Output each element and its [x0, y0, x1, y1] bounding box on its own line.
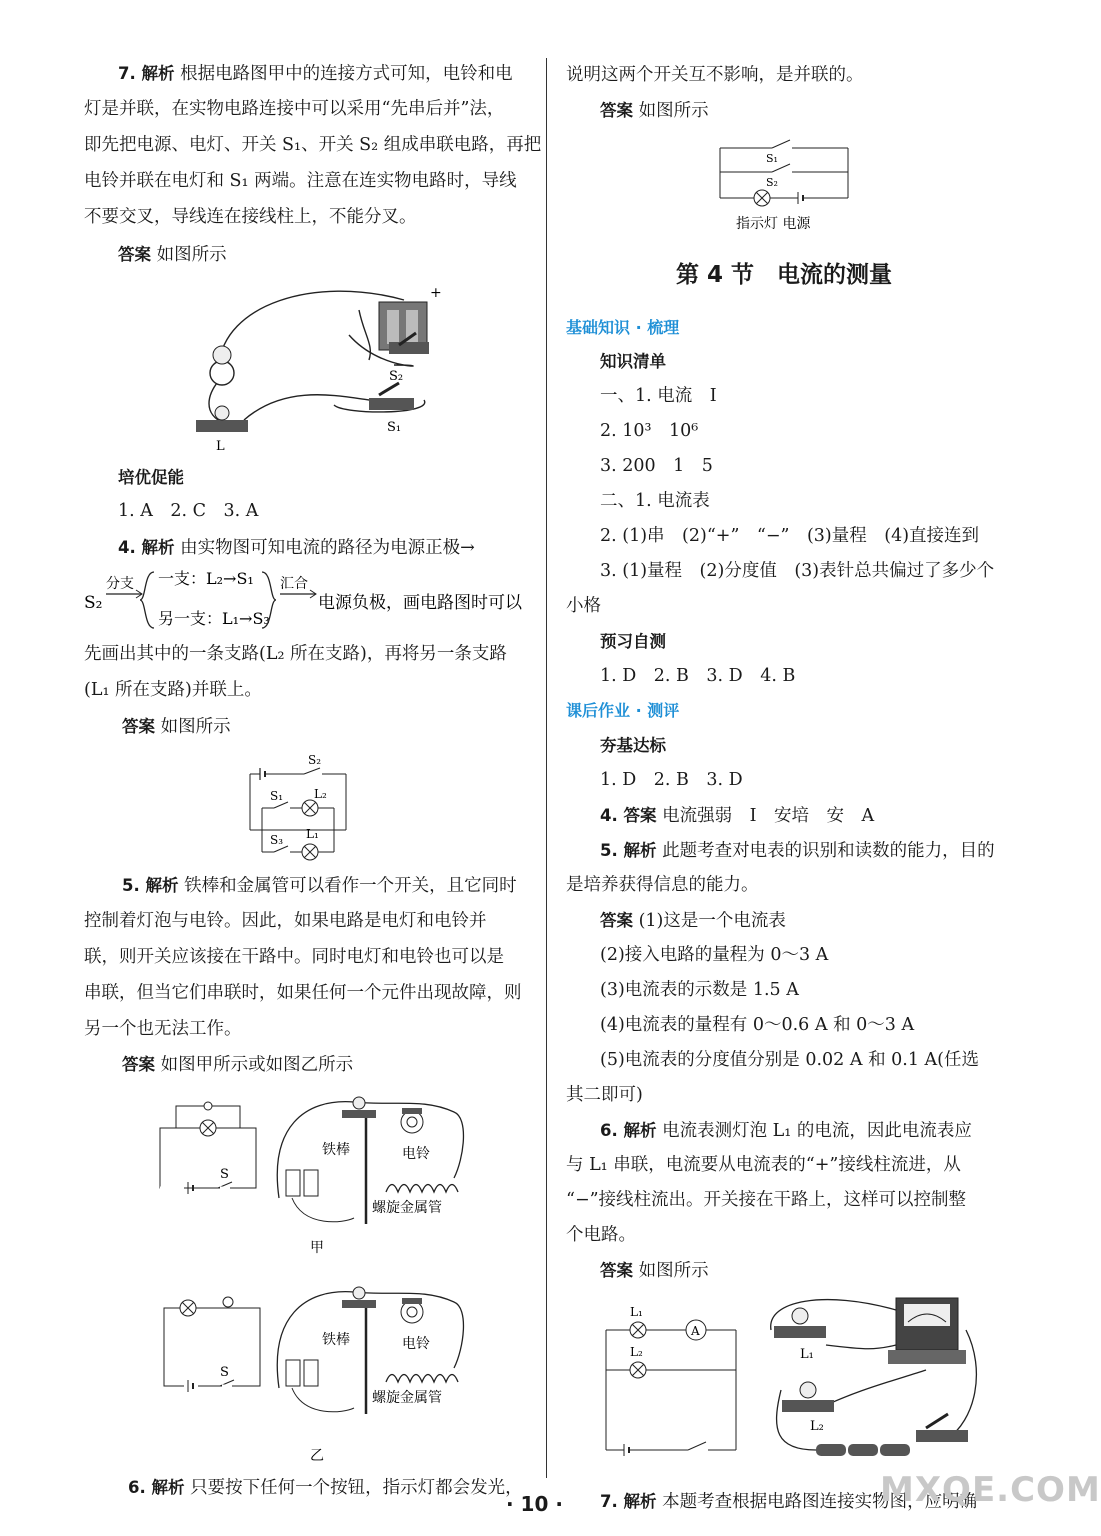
q6-circuit-figure: [714, 132, 864, 238]
section-title: 第 4 节 电流的测量: [676, 262, 893, 288]
svg-text:L₂: L₂: [314, 787, 327, 801]
zhishi-qingdan: 知识清单: [600, 352, 666, 371]
q4-branch-diagram: [84, 566, 530, 634]
svg-text:L₁: L₁: [800, 1347, 814, 1362]
svg-text:S₂: S₂: [766, 176, 778, 189]
batteries-icon: [816, 1444, 910, 1456]
q7-answer: 答案 如图所示: [118, 245, 227, 265]
q7-wiring-figure: [194, 275, 454, 455]
page-number: · 10 ·: [506, 1492, 563, 1516]
z4: 二、1. 电流表: [600, 491, 710, 511]
svg-text:+: +: [430, 285, 442, 301]
hangji-dabiao: 夯基达标: [600, 736, 666, 755]
watermark: MXQE.COM: [880, 1470, 1101, 1510]
q7-line5: 不要交叉，导线连在接线柱上，不能分叉。: [84, 207, 417, 227]
q6r-line4: 个电路。: [566, 1225, 636, 1245]
q4-answer-right: 4. 答案 电流强弱 I 安培 安 A: [600, 806, 875, 826]
lamp-l1-icon: [774, 1308, 826, 1338]
svg-text:电源负极，画电路图时可以: 电源负极，画电路图时可以: [318, 593, 522, 613]
q5-figure-jia: [154, 1088, 494, 1258]
lamp-icon: [342, 1287, 376, 1308]
yuxi-zice: 预习自测: [600, 632, 666, 651]
q6r-line2: 与 L₁ 串联，电流要从电流表的“+”接线柱流进，从: [566, 1155, 961, 1175]
svg-text:甲: 甲: [310, 1240, 324, 1256]
lamp-l-icon: [196, 406, 248, 432]
q5-line2: 控制着灯泡与电铃。因此，如果电路是电灯和电铃并: [84, 911, 487, 931]
svg-text:螺旋金属管: 螺旋金属管: [372, 1200, 442, 1216]
q4-line4: (L₁ 所在支路)并联上。: [84, 680, 262, 700]
q7r-line1: 7. 解析 本题考查根据电路图连接实物图，应明确: [600, 1492, 978, 1512]
q5r-a5: (5)电流表的分度值分别是 0.02 A 和 0.1 A(任选: [600, 1050, 980, 1070]
q5r-line2: 是培养获得信息的能力。: [566, 875, 759, 895]
section-peiyou: 培优促能: [118, 468, 184, 487]
svg-text:电铃: 电铃: [402, 1336, 430, 1352]
q5r-a4: (4)电流表的量程有 0～0.6 A 和 0～3 A: [600, 1015, 915, 1035]
q7-line3: 即先把电源、电灯、开关 S₁、开关 S₂ 组成串联电路，再把: [84, 135, 542, 155]
q5-line1: 5. 解析 铁棒和金属管可以看作一个开关，且它同时: [122, 876, 517, 896]
svg-text:铁棒: 铁棒: [322, 1142, 350, 1158]
header-jichu: 基础知识 · 梳理: [566, 318, 680, 337]
svg-text:S: S: [220, 1167, 229, 1182]
svg-text:S₂: S₂: [84, 593, 103, 613]
lamp-icon: [342, 1097, 376, 1118]
switch-icon: [916, 1414, 968, 1442]
svg-text:螺旋金属管: 螺旋金属管: [372, 1390, 442, 1406]
svg-text:另一支：L₁→S₃: 另一支：L₁→S₃: [158, 609, 270, 628]
q6r-line1: 6. 解析 电流表测灯泡 L₁ 的电流，因此电流表应: [600, 1121, 972, 1141]
svg-text:电铃: 电铃: [402, 1146, 430, 1162]
q4-answer: 答案 如图所示: [122, 717, 231, 737]
lamp-l2-icon: [782, 1382, 834, 1412]
svg-text:S₃: S₃: [270, 833, 284, 847]
z7: 小格: [566, 596, 601, 616]
q5r-a3: (3)电流表的示数是 1.5 A: [600, 980, 799, 1000]
q6-answer: 答案 如图所示: [600, 101, 709, 121]
bell-icon: [401, 1298, 423, 1323]
bell-icon: [401, 1108, 423, 1133]
q4-circuit-figure: [244, 748, 354, 860]
svg-text:S₁: S₁: [766, 152, 778, 165]
z1: 一、1. 电流 I: [600, 386, 717, 406]
svg-text:S₂: S₂: [389, 369, 404, 384]
z6: 3. (1)量程 (2)分度值 (3)表针总共偏过了多少个: [600, 561, 995, 581]
q5-line3: 联，则开关应该接在干路中。同时电灯和电铃也可以是: [84, 947, 504, 967]
z3: 3. 200 1 5: [600, 456, 713, 476]
q6r-answer: 答案 如图所示: [600, 1261, 709, 1281]
batteries-icon: [286, 1170, 318, 1196]
column-divider: [546, 58, 547, 1478]
svg-text:L₂: L₂: [810, 1419, 824, 1434]
svg-text:L: L: [216, 439, 225, 454]
svg-text:S₂: S₂: [308, 753, 322, 767]
q5r-a1: 答案 (1)这是一个电流表: [600, 911, 786, 931]
q6r-line3: “−”接线柱流出。开关接在干路上，这样可以控制整: [566, 1190, 967, 1210]
svg-text:指示灯 电源: 指示灯 电源: [736, 216, 811, 232]
z5: 2. (1)串 (2)“+” “−” (3)量程 (4)直接连到: [600, 526, 980, 546]
q6-continued: 说明这两个开关互不影响，是并联的。: [566, 65, 864, 85]
y1: 1. D 2. B 3. D 4. B: [600, 666, 796, 686]
q4-line3: 先画出其中的一条支路(L₂ 所在支路)，再将另一条支路: [84, 644, 507, 664]
q7-line2: 灯是并联，在实物电路连接中可以采用“先串后并”法，: [84, 99, 505, 119]
svg-text:乙: 乙: [310, 1448, 324, 1464]
svg-text:S₁: S₁: [270, 789, 284, 803]
q6-line1: 6. 解析 只要按下任何一个按钮，指示灯都会发光，: [128, 1478, 523, 1498]
svg-text:S₁: S₁: [387, 420, 402, 435]
svg-text:L₂: L₂: [630, 1345, 643, 1359]
q4-line1: 4. 解析 由实物图可知电流的路径为电源正极→: [118, 538, 475, 558]
svg-text:汇合: 汇合: [280, 576, 308, 592]
svg-text:铁棒: 铁棒: [322, 1332, 350, 1348]
svg-text:分支: 分支: [106, 576, 134, 592]
h1: 1. D 2. B 3. D: [600, 770, 743, 790]
q5r-line1: 5. 解析 此题考查对电表的识别和读数的能力，目的: [600, 841, 995, 861]
q7-line4: 电铃并联在电灯和 S₁ 两端。注意在连实物电路时，导线: [84, 171, 517, 191]
q5-line5: 另一个也无法工作。: [84, 1019, 242, 1039]
q7-line1: 7. 解析 根据电路图甲中的连接方式可知，电铃和电: [118, 64, 513, 84]
answers-1-3: 1. A 2. C 3. A: [118, 501, 259, 521]
z2: 2. 10³ 10⁶: [600, 421, 699, 441]
q5r-a6: 其二即可): [566, 1085, 643, 1105]
svg-text:L₁: L₁: [306, 827, 319, 841]
svg-text:L₁: L₁: [630, 1305, 643, 1319]
ammeter-icon: [888, 1298, 966, 1364]
batteries-icon: [286, 1360, 318, 1386]
header-kehou: 课后作业 · 测评: [566, 701, 680, 720]
q5-answer: 答案 如图甲所示或如图乙所示: [122, 1055, 354, 1075]
switch-s1-icon: [369, 383, 414, 410]
q6r-figure: [596, 1290, 1016, 1470]
q5-figure-yi: [154, 1278, 494, 1464]
svg-text:A: A: [691, 1324, 700, 1338]
q5r-a2: (2)接入电路的量程为 0～3 A: [600, 945, 829, 965]
bell-icon: [210, 346, 234, 385]
svg-text:S: S: [220, 1365, 229, 1380]
q5-line4: 串联，但当它们串联时，如果任何一个元件出现故障，则: [84, 983, 522, 1003]
svg-text:一支：L₂→S₁: 一支：L₂→S₁: [158, 569, 254, 588]
